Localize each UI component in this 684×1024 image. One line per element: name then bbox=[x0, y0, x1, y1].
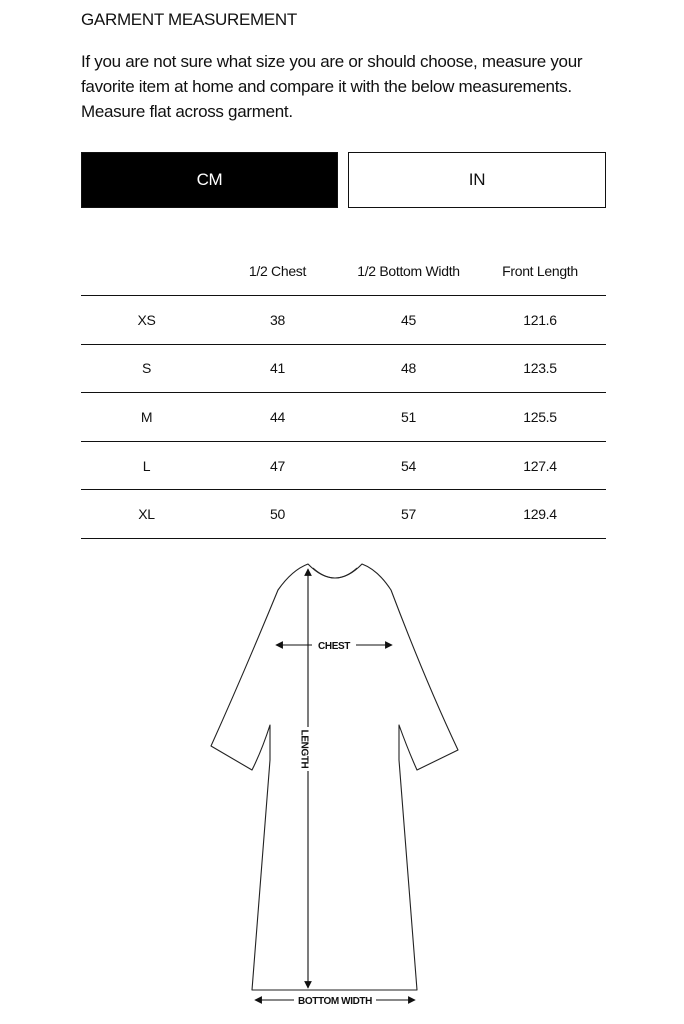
bottom-width-label: BOTTOM WIDTH bbox=[298, 996, 372, 1007]
bottom-width-cell: 51 bbox=[343, 393, 474, 442]
table-row bbox=[81, 393, 606, 442]
bottom-width-cell: 57 bbox=[343, 490, 474, 539]
header-half-chest: 1/2 Chest bbox=[212, 247, 343, 296]
length-label: LENGTH bbox=[298, 729, 310, 769]
table-header-row bbox=[81, 247, 606, 296]
table-row bbox=[81, 490, 606, 539]
garment-diagram bbox=[205, 556, 465, 1012]
front-length-cell: 129.4 bbox=[474, 490, 606, 539]
front-length-cell: 121.6 bbox=[474, 296, 606, 345]
front-length-cell: 125.5 bbox=[474, 393, 606, 442]
size-cell: M bbox=[81, 393, 212, 442]
size-table bbox=[81, 247, 606, 539]
chest-cell: 41 bbox=[212, 344, 343, 393]
chest-label: CHEST bbox=[318, 641, 350, 652]
table-row bbox=[81, 344, 606, 393]
chest-cell: 44 bbox=[212, 393, 343, 442]
size-cell: L bbox=[81, 441, 212, 490]
header-size bbox=[81, 247, 212, 296]
front-length-cell: 127.4 bbox=[474, 441, 606, 490]
size-cell: XL bbox=[81, 490, 212, 539]
dress-outline bbox=[211, 564, 458, 990]
header-front-length: Front Length bbox=[474, 247, 606, 296]
bottom-width-cell: 45 bbox=[343, 296, 474, 345]
bottom-width-cell: 54 bbox=[343, 441, 474, 490]
table-row bbox=[81, 296, 606, 345]
size-cell: S bbox=[81, 344, 212, 393]
page-title: GARMENT MEASUREMENT bbox=[81, 10, 297, 29]
chest-cell: 38 bbox=[212, 296, 343, 345]
unit-cm-button[interactable]: CM bbox=[81, 152, 338, 208]
bottom-width-cell: 48 bbox=[343, 344, 474, 393]
neckline bbox=[313, 568, 357, 578]
chest-cell: 50 bbox=[212, 490, 343, 539]
table-row bbox=[81, 441, 606, 490]
size-cell: XS bbox=[81, 296, 212, 345]
chest-cell: 47 bbox=[212, 441, 343, 490]
intro-text: If you are not sure what size you are or should choose, measure your favorite item at home and compare it with the below measurements. Measure flat across garment. bbox=[81, 52, 583, 121]
unit-toggle bbox=[81, 152, 606, 208]
front-length-cell: 123.5 bbox=[474, 344, 606, 393]
header-half-bottom-width: 1/2 Bottom Width bbox=[343, 247, 474, 296]
unit-in-button[interactable]: IN bbox=[348, 152, 606, 208]
